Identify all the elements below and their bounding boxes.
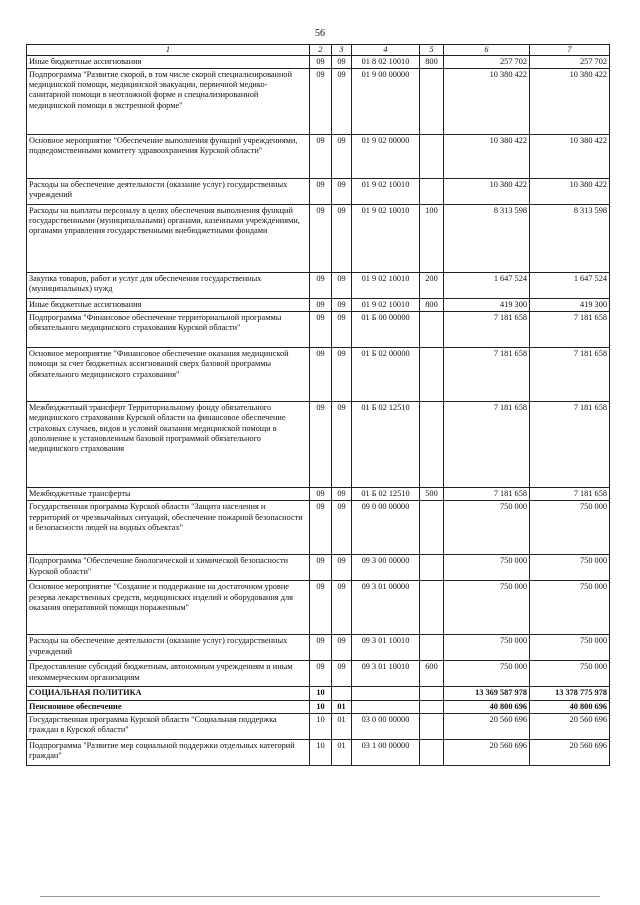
column-number: 6 — [444, 45, 530, 56]
column-number-row — [27, 45, 610, 56]
amount-year2-cell: 750 000 — [530, 581, 610, 635]
subsection-code-cell: 09 — [332, 205, 352, 273]
row-name-cell: Подпрограмма "Развитие мер социальной поддержки отдельных категорий граждан" — [27, 739, 310, 765]
amount-year1-cell: 750 000 — [444, 581, 530, 635]
amount-year1-cell: 40 800 696 — [444, 700, 530, 713]
target-article-cell: 09 3 01 10010 — [352, 635, 420, 661]
expense-type-cell: 800 — [420, 56, 444, 69]
target-article-cell: 01 9 02 00000 — [352, 135, 420, 179]
expense-type-cell — [420, 501, 444, 555]
section-code-cell: 09 — [310, 205, 332, 273]
amount-year2-cell: 20 560 696 — [530, 713, 610, 739]
amount-year1-cell: 20 560 696 — [444, 713, 530, 739]
amount-year2-cell: 20 560 696 — [530, 739, 610, 765]
column-number: 3 — [332, 45, 352, 56]
section-code-cell: 09 — [310, 555, 332, 581]
table-row — [27, 739, 610, 765]
amount-year2-cell: 257 702 — [530, 56, 610, 69]
table-row — [27, 56, 610, 69]
subsection-code-cell: 09 — [332, 273, 352, 299]
amount-year1-cell: 10 380 422 — [444, 179, 530, 205]
section-code-cell: 09 — [310, 299, 332, 312]
column-number: 2 — [310, 45, 332, 56]
target-article-cell: 09 3 01 10010 — [352, 661, 420, 687]
subsection-code-cell: 09 — [332, 179, 352, 205]
amount-year2-cell: 7 181 658 — [530, 312, 610, 348]
subsection-code-cell: 01 — [332, 739, 352, 765]
amount-year1-cell: 7 181 658 — [444, 402, 530, 488]
table-row — [27, 273, 610, 299]
section-code-cell: 09 — [310, 501, 332, 555]
expense-type-cell: 600 — [420, 661, 444, 687]
amount-year1-cell: 257 702 — [444, 56, 530, 69]
subsection-code-cell: 09 — [332, 56, 352, 69]
amount-year1-cell: 8 313 598 — [444, 205, 530, 273]
amount-year1-cell: 20 560 696 — [444, 739, 530, 765]
section-code-cell: 09 — [310, 312, 332, 348]
target-article-cell: 01 9 02 10010 — [352, 179, 420, 205]
table-body — [27, 56, 610, 766]
subsection-code-cell: 01 — [332, 713, 352, 739]
target-article-cell: 01 Б 02 12510 — [352, 402, 420, 488]
table-row — [27, 581, 610, 635]
expense-type-cell — [420, 179, 444, 205]
section-code-cell: 09 — [310, 581, 332, 635]
column-number: 5 — [420, 45, 444, 56]
expense-type-cell — [420, 555, 444, 581]
row-name-cell: Подпрограмма "Развитие скорой, в том числе скорой специализированной медицинской помощи, медицинской эвакуации, первичной медико-санитарной помощи в неотложной форме и специализированной медицинской помощи в экстренной форме" — [27, 69, 310, 135]
target-article-cell: 01 Б 00 00000 — [352, 312, 420, 348]
expense-type-cell — [420, 635, 444, 661]
table-row — [27, 299, 610, 312]
row-name-cell: Пенсионное обеспечение — [27, 700, 310, 713]
target-article-cell — [352, 687, 420, 700]
subsection-code-cell: 09 — [332, 402, 352, 488]
row-name-cell: Основное мероприятие "Обеспечение выполнения функций учреждениями, подведомственными комитету здравоохранения Курской области" — [27, 135, 310, 179]
target-article-cell: 03 0 00 00000 — [352, 713, 420, 739]
expense-type-cell — [420, 312, 444, 348]
row-name-cell: Государственная программа Курской области "Социальная поддержка граждан в Курской области" — [27, 713, 310, 739]
row-name-cell: Закупка товаров, работ и услуг для обеспечения государственных (муниципальных) нужд — [27, 273, 310, 299]
amount-year1-cell: 1 647 524 — [444, 273, 530, 299]
table-row — [27, 135, 610, 179]
subsection-code-cell: 09 — [332, 348, 352, 402]
target-article-cell: 01 9 02 10010 — [352, 299, 420, 312]
section-code-cell: 10 — [310, 713, 332, 739]
subsection-code-cell: 09 — [332, 69, 352, 135]
amount-year1-cell: 419 300 — [444, 299, 530, 312]
expense-type-cell: 200 — [420, 273, 444, 299]
section-code-cell: 09 — [310, 348, 332, 402]
subsection-code-cell: 01 — [332, 700, 352, 713]
amount-year2-cell: 10 380 422 — [530, 135, 610, 179]
table-row — [27, 700, 610, 713]
amount-year2-cell: 419 300 — [530, 299, 610, 312]
amount-year2-cell: 750 000 — [530, 501, 610, 555]
expense-type-cell — [420, 69, 444, 135]
subsection-code-cell: 09 — [332, 312, 352, 348]
table-row — [27, 205, 610, 273]
amount-year1-cell: 750 000 — [444, 555, 530, 581]
section-code-cell: 09 — [310, 402, 332, 488]
amount-year2-cell: 10 380 422 — [530, 69, 610, 135]
table-row — [27, 179, 610, 205]
subsection-code-cell: 09 — [332, 555, 352, 581]
amount-year2-cell: 7 181 658 — [530, 348, 610, 402]
target-article-cell: 01 Б 02 00000 — [352, 348, 420, 402]
amount-year2-cell: 10 380 422 — [530, 179, 610, 205]
amount-year2-cell: 7 181 658 — [530, 488, 610, 501]
amount-year1-cell: 10 380 422 — [444, 135, 530, 179]
amount-year2-cell: 7 181 658 — [530, 402, 610, 488]
table-row — [27, 555, 610, 581]
amount-year2-cell: 750 000 — [530, 635, 610, 661]
section-code-cell: 09 — [310, 56, 332, 69]
section-code-cell: 09 — [310, 635, 332, 661]
target-article-cell: 03 1 00 00000 — [352, 739, 420, 765]
row-name-cell: Расходы на обеспечение деятельности (оказание услуг) государственных учреждений — [27, 635, 310, 661]
expense-type-cell — [420, 135, 444, 179]
amount-year1-cell: 750 000 — [444, 635, 530, 661]
expense-type-cell: 800 — [420, 299, 444, 312]
amount-year1-cell: 10 380 422 — [444, 69, 530, 135]
subsection-code-cell: 09 — [332, 299, 352, 312]
target-article-cell — [352, 700, 420, 713]
section-code-cell: 10 — [310, 687, 332, 700]
row-name-cell: Подпрограмма "Финансовое обеспечение территориальной программы обязательного медицинского страхования Курской области" — [27, 312, 310, 348]
row-name-cell: Межбюджетный трансферт Территориальному фонду обязательного медицинского страхования Курской области на финансовое обеспечение страховых случаев, видов и условий оказания медицинской помощи в дополнение к установленным базовой программой обязательного медицинского страхования — [27, 402, 310, 488]
row-name-cell: Иные бюджетные ассигнования — [27, 299, 310, 312]
row-name-cell: Государственная программа Курской области "Защита населения и территорий от чрезвычайных ситуаций, обеспечение пожарной безопасности и безопасности людей на водных объектах" — [27, 501, 310, 555]
target-article-cell: 01 Б 02 12510 — [352, 488, 420, 501]
section-code-cell: 09 — [310, 661, 332, 687]
column-number: 1 — [27, 45, 310, 56]
amount-year2-cell: 13 378 775 978 — [530, 687, 610, 700]
amount-year1-cell: 750 000 — [444, 661, 530, 687]
amount-year1-cell: 7 181 658 — [444, 348, 530, 402]
table-row — [27, 635, 610, 661]
budget-table — [26, 44, 610, 766]
bottom-rule — [40, 896, 600, 897]
table-row — [27, 713, 610, 739]
row-name-cell: Расходы на выплаты персоналу в целях обеспечения выполнения функций государственными (муниципальными) органами, казенными учреждениями, органами управления государственными внебюджетными фондами — [27, 205, 310, 273]
table-row — [27, 312, 610, 348]
subsection-code-cell: 09 — [332, 581, 352, 635]
table-row — [27, 402, 610, 488]
expense-type-cell — [420, 700, 444, 713]
table-row — [27, 687, 610, 700]
expense-type-cell — [420, 402, 444, 488]
amount-year2-cell: 40 800 696 — [530, 700, 610, 713]
subsection-code-cell: 09 — [332, 661, 352, 687]
column-number: 4 — [352, 45, 420, 56]
amount-year1-cell: 7 181 658 — [444, 312, 530, 348]
section-code-cell: 10 — [310, 739, 332, 765]
column-number: 7 — [530, 45, 610, 56]
target-article-cell: 01 9 00 00000 — [352, 69, 420, 135]
target-article-cell: 01 9 02 10010 — [352, 205, 420, 273]
page-number: 56 — [315, 28, 325, 39]
section-code-cell: 09 — [310, 488, 332, 501]
row-name-cell: Основное мероприятие "Финансовое обеспечение оказания медицинской помощи за счет бюджетных ассигнований сверх базовой программы обязательного медицинского страхования" — [27, 348, 310, 402]
row-name-cell: Основное мероприятие "Создание и поддержание на достаточном уровне резерва лекарственных средств, медицинских изделий и оборудования для оказания оперативной помощи пораженным" — [27, 581, 310, 635]
target-article-cell: 09 0 00 00000 — [352, 501, 420, 555]
amount-year2-cell: 1 647 524 — [530, 273, 610, 299]
target-article-cell: 09 3 01 00000 — [352, 581, 420, 635]
subsection-code-cell — [332, 687, 352, 700]
subsection-code-cell: 09 — [332, 635, 352, 661]
table-row — [27, 69, 610, 135]
row-name-cell: Подпрограмма "Обеспечение биологической и химической безопасности Курской области" — [27, 555, 310, 581]
target-article-cell: 09 3 00 00000 — [352, 555, 420, 581]
amount-year1-cell: 13 369 587 978 — [444, 687, 530, 700]
table-row — [27, 348, 610, 402]
target-article-cell: 01 9 02 10010 — [352, 273, 420, 299]
table-row — [27, 488, 610, 501]
amount-year2-cell: 750 000 — [530, 555, 610, 581]
table-row — [27, 661, 610, 687]
subsection-code-cell: 09 — [332, 135, 352, 179]
amount-year2-cell: 8 313 598 — [530, 205, 610, 273]
section-code-cell: 10 — [310, 700, 332, 713]
target-article-cell: 01 8 02 10010 — [352, 56, 420, 69]
section-code-cell: 09 — [310, 273, 332, 299]
expense-type-cell — [420, 348, 444, 402]
subsection-code-cell: 09 — [332, 501, 352, 555]
section-code-cell: 09 — [310, 69, 332, 135]
expense-type-cell: 100 — [420, 205, 444, 273]
row-name-cell: Межбюджетные трансферты — [27, 488, 310, 501]
expense-type-cell — [420, 713, 444, 739]
expense-type-cell — [420, 581, 444, 635]
row-name-cell: СОЦИАЛЬНАЯ ПОЛИТИКА — [27, 687, 310, 700]
row-name-cell: Расходы на обеспечение деятельности (оказание услуг) государственных учреждений — [27, 179, 310, 205]
expense-type-cell — [420, 687, 444, 700]
amount-year1-cell: 7 181 658 — [444, 488, 530, 501]
subsection-code-cell: 09 — [332, 488, 352, 501]
table-row — [27, 501, 610, 555]
row-name-cell: Иные бюджетные ассигнования — [27, 56, 310, 69]
row-name-cell: Предоставление субсидий бюджетным, автономным учреждениям и иным некоммерческим организациям — [27, 661, 310, 687]
section-code-cell: 09 — [310, 135, 332, 179]
amount-year2-cell: 750 000 — [530, 661, 610, 687]
expense-type-cell: 500 — [420, 488, 444, 501]
expense-type-cell — [420, 739, 444, 765]
section-code-cell: 09 — [310, 179, 332, 205]
amount-year1-cell: 750 000 — [444, 501, 530, 555]
